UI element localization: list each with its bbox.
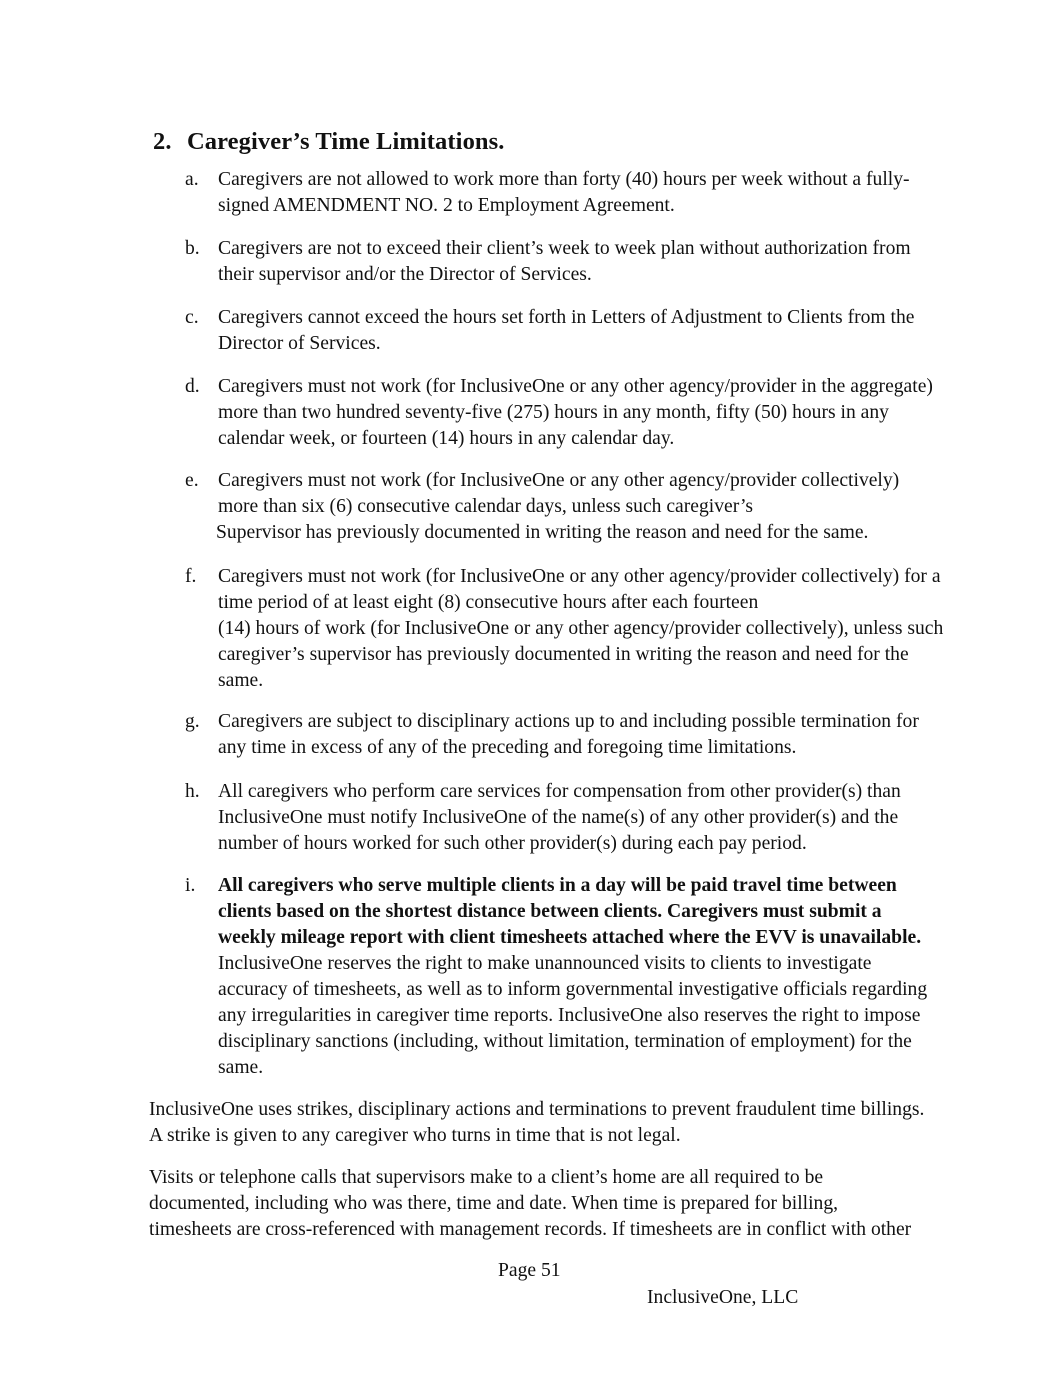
list-item-a <box>185 167 995 219</box>
text-line: Caregivers must not work (for InclusiveOne or any other agency/provider collectively) for a <box>218 566 941 587</box>
text-line: number of hours worked for such other provider(s) during each pay period. <box>218 833 807 854</box>
text-line: time period of at least eight (8) consecutive hours after each fourteen <box>218 592 759 613</box>
bold-text-line: All caregivers who serve multiple clients in a day will be paid travel time between <box>218 875 897 896</box>
text-line: A strike is given to any caregiver who turns in time that is not legal. <box>149 1125 681 1146</box>
text-line: any irregularities in caregiver time reports. InclusiveOne also reserves the right to impose <box>218 1005 921 1026</box>
list-marker: a. <box>185 169 199 190</box>
text-line: documented, including who was there, time and date. When time is prepared for billing, <box>149 1193 839 1214</box>
list-marker: i. <box>185 875 196 896</box>
list-item-d <box>185 374 995 452</box>
text-line: All caregivers who perform care services for compensation from other provider(s) than <box>218 781 901 802</box>
text-line: (14) hours of work (for InclusiveOne or any other agency/provider collectively), unless such <box>218 618 944 639</box>
list-marker: d. <box>185 376 200 397</box>
list-item-f <box>185 564 995 694</box>
list-marker: g. <box>185 711 200 732</box>
list-item-c <box>185 305 995 357</box>
text-line: more than two hundred seventy-five (275) hours in any month, fifty (50) hours in any <box>218 402 889 423</box>
list-item-i <box>185 873 995 1081</box>
list-marker: c. <box>185 307 199 328</box>
text-line: InclusiveOne reserves the right to make unannounced visits to clients to investigate <box>218 953 872 974</box>
text-line: their supervisor and/or the Director of Services. <box>218 264 592 285</box>
paragraph-strikes <box>149 1097 1009 1149</box>
list-item-g <box>185 709 995 761</box>
text-line: Caregivers are subject to disciplinary actions up to and including possible termination for <box>218 711 919 732</box>
list-item-e <box>185 468 995 546</box>
section-heading <box>153 128 505 156</box>
text-line: calendar week, or fourteen (14) hours in any calendar day. <box>218 428 675 449</box>
text-line: caregiver’s supervisor has previously documented in writing the reason and need for the <box>218 644 909 665</box>
text-line: same. <box>218 670 264 691</box>
text-line: signed AMENDMENT NO. 2 to Employment Agreement. <box>218 195 675 216</box>
text-line: Caregivers must not work (for InclusiveOne or any other agency/provider collectively) <box>218 470 900 491</box>
bold-text-line: weekly mileage report with client timesheets attached where the EVV is unavailable. <box>218 927 922 948</box>
section-number: 2. <box>153 128 172 155</box>
list-marker: h. <box>185 781 200 802</box>
text-line: Visits or telephone calls that supervisors make to a client’s home are all required to be <box>149 1167 824 1188</box>
list-item-h <box>185 779 995 857</box>
list-marker: f. <box>185 566 197 587</box>
text-line: more than six (6) consecutive calendar days, unless such caregiver’s <box>218 496 754 517</box>
list-item-b <box>185 236 995 288</box>
text-line: same. <box>218 1057 264 1078</box>
page-number: Page 51 <box>498 1260 561 1281</box>
list-marker: e. <box>185 470 199 491</box>
text-line: Director of Services. <box>218 333 381 354</box>
text-line: Caregivers are not allowed to work more than forty (40) hours per week without a fully- <box>218 169 910 190</box>
text-line: any time in excess of any of the preceding and foregoing time limitations. <box>218 737 797 758</box>
text-line: InclusiveOne uses strikes, disciplinary actions and terminations to prevent fraudulent time billings. <box>149 1099 925 1120</box>
footer-company: InclusiveOne, LLC <box>647 1287 799 1308</box>
text-line: Caregivers are not to exceed their client’s week to week plan without authorization from <box>218 238 911 259</box>
text-line: accuracy of timesheets, as well as to inform governmental investigative officials regarding <box>218 979 928 1000</box>
text-line: Caregivers must not work (for InclusiveOne or any other agency/provider in the aggregate) <box>218 376 933 397</box>
bold-text-line: clients based on the shortest distance between clients. Caregivers must submit a <box>218 901 882 922</box>
paragraph-visits <box>149 1165 1009 1243</box>
section-title: Caregiver’s Time Limitations. <box>187 128 505 155</box>
text-line: InclusiveOne must notify InclusiveOne of the name(s) of any other provider(s) and the <box>218 807 899 828</box>
list-marker: b. <box>185 238 200 259</box>
text-line: timesheets are cross-referenced with management records. If timesheets are in conflict with other <box>149 1219 912 1240</box>
text-line: Caregivers cannot exceed the hours set forth in Letters of Adjustment to Clients from the <box>218 307 915 328</box>
text-line: Supervisor has previously documented in writing the reason and need for the same. <box>216 522 869 543</box>
text-line: disciplinary sanctions (including, without limitation, termination of employment) for the <box>218 1031 912 1052</box>
